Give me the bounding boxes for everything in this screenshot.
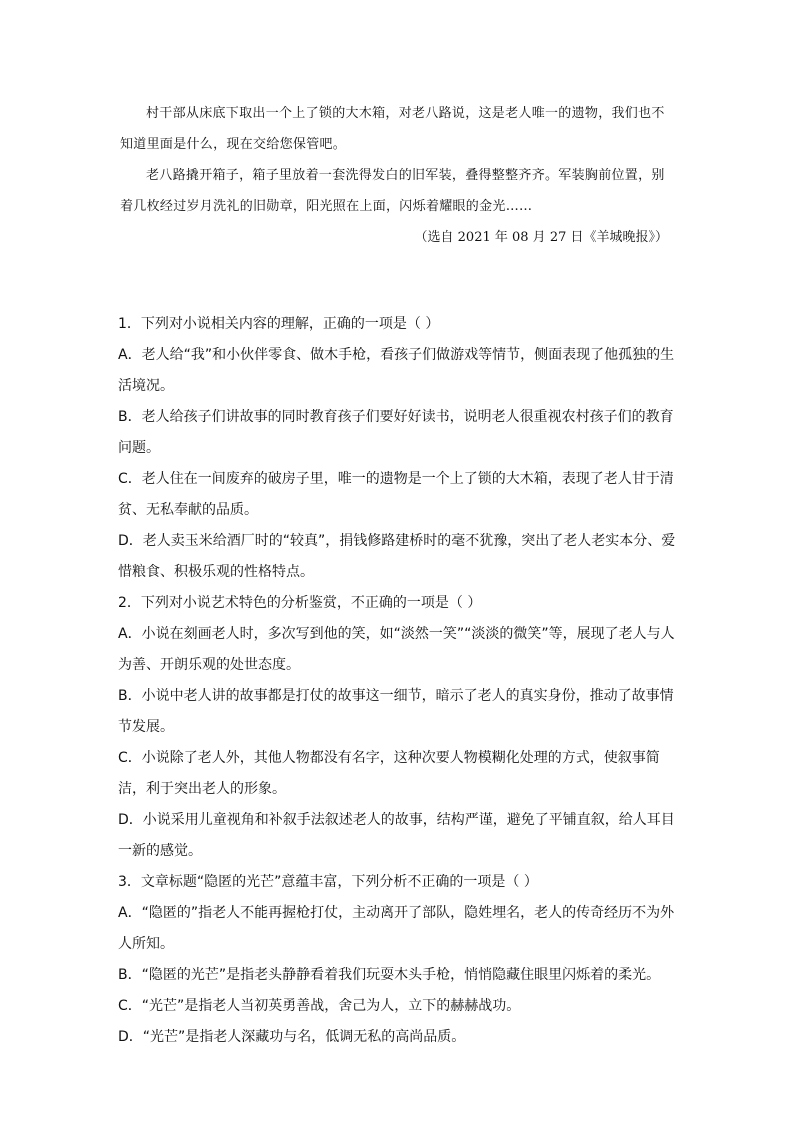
- option-d: D．小说采用儿童视角和补叙手法叙述老人的故事，结构严谨，避免了平铺直叙，给人耳目一新的感觉。: [118, 812, 675, 859]
- option-b: B．小说中老人讲的故事都是打仗的故事这一细节，暗示了老人的真实身份，推动了故事情节发展。: [118, 688, 674, 735]
- option-c: C．“光芒”是指老人当初英勇善战，舍己为人，立下的赫赫战功。: [118, 998, 521, 1014]
- passage-paragraph: 老八路撬开箱子，箱子里放着一套洗得发白的旧军装，叠得整整齐齐。军装胸前位置，别着几枚经过岁月洗礼的旧勋章，阳光照在上面，闪烁着耀眼的金光……: [120, 168, 665, 214]
- question-1: [118, 309, 680, 588]
- question-list: [118, 309, 680, 1053]
- passage-paragraph: 村干部从床底下取出一个上了锁的大木箱，对老八路说，这是老人唯一的遗物，我们也不知道里面是什么，现在交给您保管吧。: [120, 106, 665, 152]
- option-d: D．“光芒”是指老人深藏功与名，低调无私的高尚品质。: [118, 1029, 466, 1045]
- story-excerpt: [120, 98, 676, 222]
- option-a: A．小说在刻画老人时，多次写到他的笑，如“淡然一笑”“淡淡的微笑”等，展现了老人与人为善、开朗乐观的处世态度。: [118, 626, 675, 673]
- question-stem: 1．下列对小说相关内容的理解，正确的一项是（ ）: [118, 316, 440, 332]
- option-a: A．“隐匿的”指老人不能再握枪打仗，主动离开了部队，隐姓埋名，老人的传奇经历不为外人所知。: [118, 905, 675, 952]
- option-d: D．老人卖玉米给酒厂时的“较真”，捐钱修路建桥时的毫不犹豫，突出了老人老实本分、爱惜粮食、积极乐观的性格特点。: [118, 533, 676, 580]
- option-a: A．老人给“我”和小伙伴零食、做木手枪，看孩子们做游戏等情节，侧面表现了他孤独的生活境况。: [118, 347, 675, 394]
- question-3: [118, 867, 680, 1053]
- question-stem: 3．文章标题“隐匿的光芒”意蕴丰富，下列分析不正确的一项是（ ）: [118, 874, 538, 890]
- question-stem: 2．下列对小说艺术特色的分析鉴赏，不正确的一项是（ ）: [118, 595, 482, 611]
- option-b: B．“隐匿的光芒”是指老头静静看着我们玩耍木头手枪，悄悄隐藏住眼里闪烁着的柔光。: [118, 967, 661, 983]
- option-c: C．小说除了老人外，其他人物都没有名字，这种次要人物模糊化处理的方式，使叙事简洁，利于突出老人的形象。: [118, 750, 660, 797]
- option-c: C．老人住在一间废弃的破房子里，唯一的遗物是一个上了锁的大木箱，表现了老人甘于清贫、无私奉献的品质。: [118, 471, 674, 518]
- source-citation: （选自 2021 年 08 月 27 日《羊城晚报》）: [414, 230, 668, 245]
- option-b: B．老人给孩子们讲故事的同时教育孩子们要好好读书，说明老人很重视农村孩子们的教育问题。: [118, 409, 674, 456]
- question-2: [118, 588, 680, 867]
